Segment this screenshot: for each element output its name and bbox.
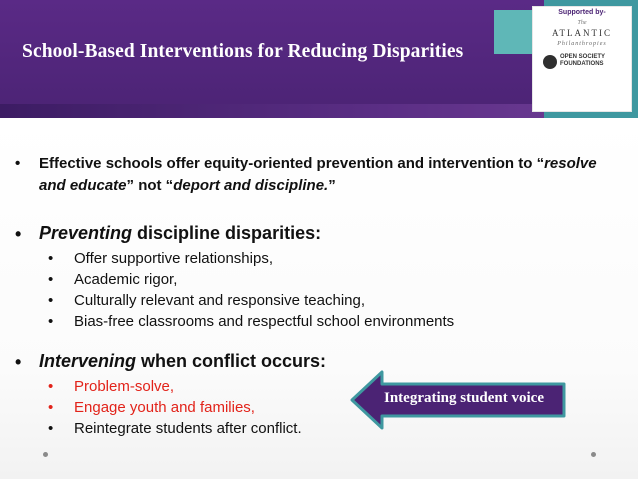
preventing-rest: discipline disparities: <box>132 223 322 243</box>
intervening-item: Engage youth and families, <box>74 399 255 416</box>
logo-the: The <box>577 20 587 26</box>
intervening-em: Intervening <box>39 351 137 371</box>
intro-em-resolve: resolve and educate <box>39 155 597 194</box>
sub-bullet-dot: • <box>48 271 54 288</box>
bullet-dot: • <box>15 352 22 372</box>
bullet-preventing-text <box>39 223 321 244</box>
sub-bullet-dot: • <box>48 399 54 416</box>
preventing-em: Preventing <box>39 223 133 243</box>
sub-bullet-dot: • <box>48 420 54 437</box>
open-society-icon <box>543 55 557 69</box>
intro-mid: ” not “ <box>126 177 174 194</box>
bullet-dot: • <box>15 224 22 244</box>
logo-open-society: OPEN SOCIETY FOUNDATIONS <box>560 54 605 67</box>
intro-pre: Effective schools offer equity-oriented prevention and intervention to “ <box>39 155 545 172</box>
sub-bullet-dot: • <box>48 250 54 267</box>
sub-bullet-dot: • <box>48 292 54 309</box>
intervening-rest: when conflict occurs: <box>136 351 327 371</box>
footer-dot-right <box>591 452 596 457</box>
intro-post: ” <box>328 177 336 194</box>
preventing-item: Offer supportive relationships, <box>74 250 273 267</box>
logo-atlantic: ATLANTIC <box>552 28 612 38</box>
intervening-item: Reintegrate students after conflict. <box>74 420 302 437</box>
preventing-item: Bias-free classrooms and respectful school environments <box>74 313 455 330</box>
intro-em-deport: deport and discipline. <box>173 177 329 194</box>
intervening-item: Problem-solve, <box>74 378 175 395</box>
callout-arrow <box>348 368 570 432</box>
supported-by-text: Supported by- <box>558 9 606 16</box>
bullet-dot: • <box>15 155 21 172</box>
logo-philanthropies: Philanthropies <box>557 41 607 47</box>
slide-title: School-Based Interventions for Reducing Disparities <box>22 41 464 62</box>
preventing-item: Academic rigor, <box>74 271 178 288</box>
bullet-intro-text <box>39 153 624 197</box>
footer-dot-left <box>43 452 48 457</box>
bullet-intervening-text <box>39 351 326 372</box>
callout-text: Integrating student voice <box>384 390 544 406</box>
preventing-item: Culturally relevant and responsive teaching, <box>74 292 365 309</box>
sponsor-logo <box>532 6 632 112</box>
sub-bullet-dot: • <box>48 378 54 395</box>
sub-bullet-dot: • <box>48 313 54 330</box>
